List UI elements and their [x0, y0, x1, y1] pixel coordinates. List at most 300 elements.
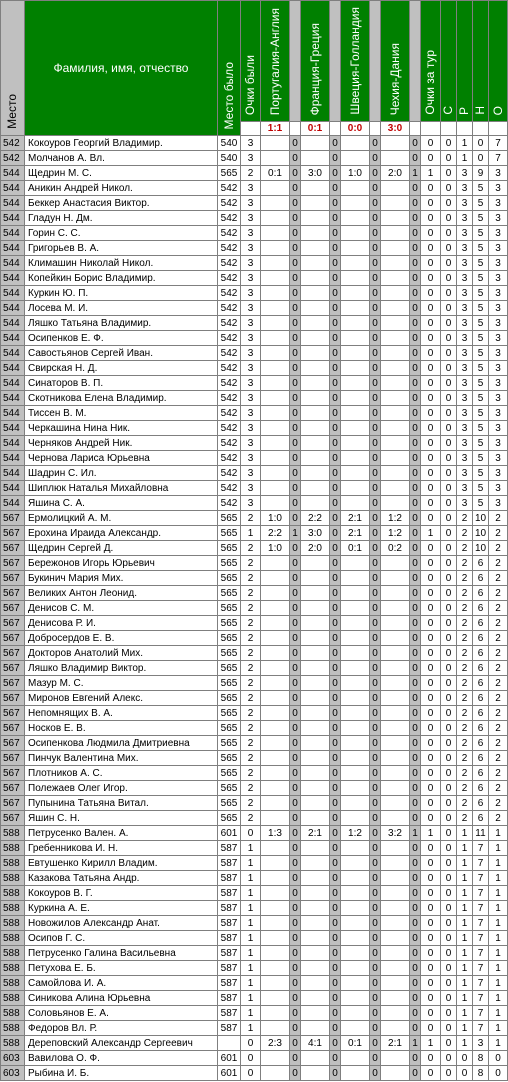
name-cell: Щедрин Сергей Д. [25, 541, 218, 556]
tour-points-cell: 0 [421, 901, 441, 916]
tour-points-cell: 0 [421, 421, 441, 436]
prediction-cell [261, 241, 290, 256]
prediction-cell [261, 1051, 290, 1066]
match-points-cell: 0 [410, 391, 421, 406]
match-points-cell: 0 [410, 646, 421, 661]
s-cell: 0 [441, 736, 457, 751]
prediction-cell [341, 211, 370, 226]
s-cell: 0 [441, 841, 457, 856]
match-points-cell: 0 [410, 136, 421, 151]
name-cell: Вавилова О. Ф. [25, 1051, 218, 1066]
n-cell: 5 [473, 346, 489, 361]
match-points-cell: 0 [330, 181, 341, 196]
place-cell: 588 [1, 1021, 25, 1036]
prediction-cell [301, 766, 330, 781]
name-cell: Казакова Татьяна Андр. [25, 871, 218, 886]
r-cell: 1 [457, 826, 473, 841]
actual-score-4: 3:0 [381, 122, 410, 136]
s-cell: 0 [441, 826, 457, 841]
o-cell: 2 [489, 676, 508, 691]
place-cell: 544 [1, 271, 25, 286]
match-points-cell: 0 [290, 691, 301, 706]
tour-points-cell: 0 [421, 376, 441, 391]
match-points-cell: 0 [370, 331, 381, 346]
match-points-cell: 0 [330, 391, 341, 406]
prediction-cell [301, 646, 330, 661]
o-cell: 1 [489, 856, 508, 871]
match-points-cell: 0 [330, 796, 341, 811]
place-cell: 567 [1, 781, 25, 796]
place-cell: 544 [1, 301, 25, 316]
prediction-cell [381, 421, 410, 436]
was-place-cell: 565 [218, 601, 241, 616]
tour-points-cell: 0 [421, 436, 441, 451]
table-row [1, 796, 508, 811]
prediction-cell [301, 976, 330, 991]
match-points-cell: 0 [370, 916, 381, 931]
name-cell: Копейкин Борис Владимир. [25, 271, 218, 286]
match-points-cell: 0 [410, 1051, 421, 1066]
n-cell: 9 [473, 166, 489, 181]
match-points-cell: 0 [330, 856, 341, 871]
was-points-cell: 3 [241, 331, 261, 346]
prediction-cell [261, 361, 290, 376]
was-points-cell: 0 [241, 1066, 261, 1081]
prediction-cell [301, 421, 330, 436]
actual-score-2: 0:1 [301, 122, 330, 136]
n-cell: 5 [473, 406, 489, 421]
match-points-cell: 0 [330, 301, 341, 316]
was-place-cell: 542 [218, 436, 241, 451]
tour-points-cell: 0 [421, 976, 441, 991]
place-cell: 588 [1, 841, 25, 856]
s-cell: 0 [441, 361, 457, 376]
was-points-cell: 3 [241, 151, 261, 166]
o-cell: 1 [489, 931, 508, 946]
match-points-cell: 0 [290, 736, 301, 751]
n-cell: 7 [473, 916, 489, 931]
match-points-cell: 0 [330, 421, 341, 436]
o-cell: 2 [489, 736, 508, 751]
match-points-cell: 0 [370, 196, 381, 211]
place-cell: 603 [1, 1066, 25, 1081]
match-points-cell: 0 [290, 211, 301, 226]
prediction-cell [381, 601, 410, 616]
r-cell: 1 [457, 1021, 473, 1036]
match-points-cell: 0 [290, 646, 301, 661]
n-cell: 8 [473, 1051, 489, 1066]
tour-points-cell: 0 [421, 616, 441, 631]
prediction-cell [341, 406, 370, 421]
prediction-cell [381, 1021, 410, 1036]
place-cell: 567 [1, 691, 25, 706]
s-cell: 0 [441, 226, 457, 241]
was-place-cell: 542 [218, 466, 241, 481]
match-points-cell: 0 [370, 406, 381, 421]
name-cell: Осипенкова Людмила Дмитриевна [25, 736, 218, 751]
prediction-cell [341, 241, 370, 256]
s-cell: 0 [441, 601, 457, 616]
was-points-cell: 3 [241, 211, 261, 226]
r-cell: 3 [457, 346, 473, 361]
tour-points-cell: 0 [421, 961, 441, 976]
was-points-cell: 2 [241, 166, 261, 181]
table-row [1, 901, 508, 916]
table-row [1, 736, 508, 751]
prediction-cell [341, 676, 370, 691]
was-points-cell: 3 [241, 256, 261, 271]
match-points-cell: 0 [290, 316, 301, 331]
was-points-cell: 3 [241, 286, 261, 301]
tour-points-cell: 0 [421, 796, 441, 811]
prediction-cell [381, 691, 410, 706]
match-points-cell: 0 [330, 241, 341, 256]
match-points-cell: 0 [330, 1036, 341, 1051]
o-cell: 1 [489, 886, 508, 901]
prediction-cell [341, 496, 370, 511]
match-points-cell: 0 [290, 1051, 301, 1066]
prediction-cell [381, 796, 410, 811]
place-cell: 588 [1, 826, 25, 841]
place-cell: 588 [1, 1006, 25, 1021]
match-points-cell: 0 [370, 976, 381, 991]
was-points-cell: 1 [241, 961, 261, 976]
match-points-cell: 0 [370, 391, 381, 406]
r-cell: 2 [457, 691, 473, 706]
was-place-cell: 542 [218, 376, 241, 391]
match-points-cell: 0 [330, 541, 341, 556]
actual-score-3: 0:0 [341, 122, 370, 136]
table-row [1, 481, 508, 496]
match-points-cell: 0 [330, 976, 341, 991]
name-cell: Осипов Г. С. [25, 931, 218, 946]
n-cell: 5 [473, 466, 489, 481]
match-points-cell: 0 [290, 301, 301, 316]
match-points-cell: 1 [410, 1036, 421, 1051]
prediction-cell [381, 151, 410, 166]
was-place-cell [218, 1036, 241, 1051]
match-points-cell: 0 [290, 406, 301, 421]
r-cell: 2 [457, 556, 473, 571]
table-row [1, 496, 508, 511]
match-points-cell: 0 [370, 691, 381, 706]
tour-points-cell: 0 [421, 856, 441, 871]
match-points-cell: 0 [410, 751, 421, 766]
o-cell: 1 [489, 946, 508, 961]
s-cell: 0 [441, 211, 457, 226]
place-cell: 588 [1, 991, 25, 1006]
was-place-cell: 587 [218, 1021, 241, 1036]
prediction-cell: 2:2 [261, 526, 290, 541]
match-points-cell: 0 [370, 421, 381, 436]
tour-points-cell: 0 [421, 646, 441, 661]
table-row [1, 211, 508, 226]
prediction-cell [381, 676, 410, 691]
tour-points-cell: 0 [421, 151, 441, 166]
s-cell: 0 [441, 931, 457, 946]
prediction-cell: 1:3 [261, 826, 290, 841]
tour-points-cell: 0 [421, 361, 441, 376]
was-points-cell: 1 [241, 946, 261, 961]
o-cell: 3 [489, 361, 508, 376]
table-row [1, 886, 508, 901]
prediction-cell [261, 691, 290, 706]
prediction-cell: 2:0 [381, 166, 410, 181]
prediction-cell [301, 241, 330, 256]
was-points-cell: 3 [241, 436, 261, 451]
prediction-cell [301, 781, 330, 796]
match-points-cell: 0 [410, 316, 421, 331]
prediction-cell [341, 256, 370, 271]
was-place-cell: 565 [218, 616, 241, 631]
r-cell: 3 [457, 271, 473, 286]
s-cell: 0 [441, 571, 457, 586]
n-cell: 5 [473, 331, 489, 346]
was-points-cell: 3 [241, 301, 261, 316]
match-points-cell: 0 [330, 496, 341, 511]
s-cell: 0 [441, 586, 457, 601]
prediction-cell [261, 376, 290, 391]
was-points-cell: 1 [241, 1006, 261, 1021]
r-cell: 2 [457, 706, 473, 721]
header-tour-points: Очки за тур [421, 1, 441, 122]
n-cell: 10 [473, 541, 489, 556]
n-cell: 6 [473, 616, 489, 631]
n-cell: 6 [473, 601, 489, 616]
place-cell: 567 [1, 571, 25, 586]
prediction-cell [301, 856, 330, 871]
match-points-cell: 0 [410, 1006, 421, 1021]
o-cell: 2 [489, 781, 508, 796]
match-points-cell: 0 [290, 286, 301, 301]
place-cell: 542 [1, 136, 25, 151]
tour-points-cell: 1 [421, 826, 441, 841]
o-cell: 2 [489, 721, 508, 736]
table-row [1, 1036, 508, 1051]
place-cell: 588 [1, 961, 25, 976]
match-points-cell: 0 [290, 136, 301, 151]
table-row [1, 586, 508, 601]
n-cell: 7 [473, 886, 489, 901]
o-cell: 2 [489, 571, 508, 586]
match-points-cell: 0 [290, 961, 301, 976]
prediction-cell [341, 841, 370, 856]
s-cell: 0 [441, 241, 457, 256]
n-cell: 5 [473, 181, 489, 196]
match-points-cell: 0 [290, 226, 301, 241]
prediction-cell [341, 1006, 370, 1021]
tour-points-cell: 0 [421, 1021, 441, 1036]
match-points-cell: 0 [290, 931, 301, 946]
prediction-cell: 2:1 [381, 1036, 410, 1051]
name-cell: Федоров Вл. Р. [25, 1021, 218, 1036]
prediction-cell [381, 436, 410, 451]
table-row [1, 691, 508, 706]
o-cell: 2 [489, 586, 508, 601]
match-points-cell: 0 [410, 961, 421, 976]
table-row [1, 601, 508, 616]
match-points-cell: 0 [410, 451, 421, 466]
prediction-cell [341, 301, 370, 316]
place-cell: 544 [1, 226, 25, 241]
match-points-cell: 0 [330, 451, 341, 466]
place-cell: 544 [1, 346, 25, 361]
s-cell: 0 [441, 871, 457, 886]
n-cell: 6 [473, 586, 489, 601]
s-cell: 0 [441, 556, 457, 571]
r-cell: 3 [457, 301, 473, 316]
match-points-cell: 0 [330, 586, 341, 601]
place-cell: 567 [1, 556, 25, 571]
r-cell: 2 [457, 586, 473, 601]
was-points-cell: 2 [241, 616, 261, 631]
place-cell: 567 [1, 796, 25, 811]
match-points-cell: 0 [410, 706, 421, 721]
place-cell: 567 [1, 811, 25, 826]
header-s: С [441, 1, 457, 122]
table-row [1, 841, 508, 856]
was-place-cell: 587 [218, 991, 241, 1006]
match-points-cell: 0 [290, 976, 301, 991]
r-cell: 2 [457, 781, 473, 796]
prediction-cell [381, 901, 410, 916]
prediction-cell [301, 346, 330, 361]
match-points-cell: 0 [370, 631, 381, 646]
n-cell: 3 [473, 1036, 489, 1051]
s-cell: 0 [441, 1066, 457, 1081]
prediction-cell: 4:1 [301, 1036, 330, 1051]
o-cell: 2 [489, 811, 508, 826]
table-row [1, 661, 508, 676]
match-points-cell: 0 [290, 916, 301, 931]
prediction-cell [341, 871, 370, 886]
table-row [1, 556, 508, 571]
was-points-cell: 2 [241, 556, 261, 571]
prediction-cell [261, 721, 290, 736]
n-cell: 6 [473, 631, 489, 646]
n-cell: 5 [473, 436, 489, 451]
tour-points-cell: 0 [421, 586, 441, 601]
tour-points-cell: 0 [421, 541, 441, 556]
s-cell: 0 [441, 796, 457, 811]
prediction-cell [381, 331, 410, 346]
prediction-cell [381, 226, 410, 241]
was-place-cell: 542 [218, 181, 241, 196]
s-cell: 0 [441, 661, 457, 676]
prediction-cell [261, 811, 290, 826]
match-points-cell: 0 [370, 781, 381, 796]
n-cell: 7 [473, 856, 489, 871]
prediction-cell [381, 286, 410, 301]
prediction-cell [341, 661, 370, 676]
name-cell: Полежаев Олег Игор. [25, 781, 218, 796]
match-points-cell: 0 [370, 181, 381, 196]
prediction-cell [301, 616, 330, 631]
r-cell: 3 [457, 166, 473, 181]
prediction-cell [261, 751, 290, 766]
name-cell: Рыбина И. Б. [25, 1066, 218, 1081]
match-points-cell: 0 [410, 931, 421, 946]
o-cell: 1 [489, 991, 508, 1006]
table-row [1, 436, 508, 451]
name-cell: Денисов С. М. [25, 601, 218, 616]
was-points-cell: 2 [241, 691, 261, 706]
was-points-cell: 3 [241, 466, 261, 481]
tour-points-cell: 0 [421, 241, 441, 256]
prediction-cell [261, 496, 290, 511]
tour-points-cell: 1 [421, 166, 441, 181]
match-points-cell: 0 [290, 556, 301, 571]
match-points-cell: 0 [330, 151, 341, 166]
prediction-cell [341, 961, 370, 976]
match-points-cell: 0 [290, 886, 301, 901]
r-cell: 3 [457, 316, 473, 331]
tour-points-cell: 0 [421, 661, 441, 676]
tour-points-cell: 0 [421, 631, 441, 646]
prediction-cell [381, 631, 410, 646]
prediction-cell [261, 226, 290, 241]
prediction-cell [261, 766, 290, 781]
prediction-cell [341, 376, 370, 391]
prediction-cell [341, 901, 370, 916]
place-cell: 544 [1, 181, 25, 196]
was-place-cell: 542 [218, 286, 241, 301]
n-cell: 6 [473, 766, 489, 781]
prediction-cell [381, 661, 410, 676]
was-place-cell: 565 [218, 811, 241, 826]
tour-points-cell: 0 [421, 481, 441, 496]
match-points-cell: 0 [370, 481, 381, 496]
prediction-cell: 2:0 [301, 541, 330, 556]
table-row [1, 916, 508, 931]
prediction-cell [341, 886, 370, 901]
name-cell: Гребенникова И. Н. [25, 841, 218, 856]
o-cell: 3 [489, 421, 508, 436]
prediction-cell: 1:0 [261, 511, 290, 526]
match-points-cell: 0 [330, 841, 341, 856]
match-points-cell: 0 [330, 136, 341, 151]
prediction-cell: 0:1 [341, 541, 370, 556]
n-cell: 11 [473, 826, 489, 841]
prediction-cell [301, 181, 330, 196]
r-cell: 1 [457, 856, 473, 871]
o-cell: 7 [489, 151, 508, 166]
o-cell: 1 [489, 916, 508, 931]
match-points-cell: 0 [410, 886, 421, 901]
prediction-cell [301, 136, 330, 151]
r-cell: 1 [457, 946, 473, 961]
prediction-cell [341, 976, 370, 991]
was-place-cell: 565 [218, 781, 241, 796]
was-place-cell: 565 [218, 736, 241, 751]
table-row [1, 676, 508, 691]
s-cell: 0 [441, 946, 457, 961]
o-cell: 3 [489, 451, 508, 466]
table-row [1, 466, 508, 481]
r-cell: 3 [457, 196, 473, 211]
was-points-cell: 0 [241, 1051, 261, 1066]
place-cell: 544 [1, 436, 25, 451]
o-cell: 3 [489, 466, 508, 481]
o-cell: 3 [489, 166, 508, 181]
was-points-cell: 3 [241, 226, 261, 241]
place-cell: 544 [1, 466, 25, 481]
prediction-cell [341, 556, 370, 571]
table-row [1, 226, 508, 241]
r-cell: 2 [457, 631, 473, 646]
tour-points-cell: 0 [421, 601, 441, 616]
match-points-cell: 0 [410, 331, 421, 346]
